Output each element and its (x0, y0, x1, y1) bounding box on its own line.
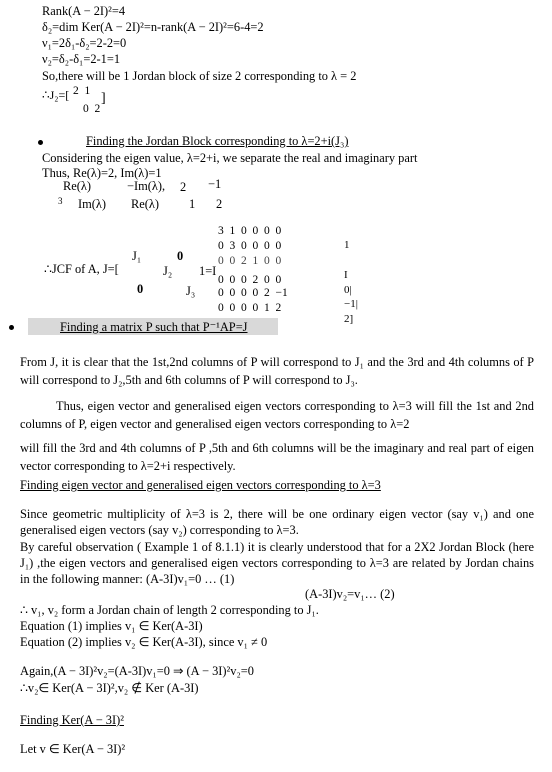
jcf-j1: J₁ (132, 249, 142, 263)
m-r2d: 2 (216, 197, 223, 211)
paragraph-observation: By careful observation ( Example 1 of 8.1.1) it is clearly understood that for a 2X2 Jordan Block (here J₁) ,the eigen vectors and generalised eigen vectors corresponding to λ=3 are related by Jordan chains in the following manner: (A-3I)v₁=0 … (1) (20, 540, 534, 587)
section-heading-j3: Finding the Jordan Block corresponding to λ=2+i(J₃) (86, 134, 349, 148)
ker-heading: Finding Ker(A − 3I)² (20, 713, 124, 727)
paragraph-columns: From J, it is clear that the 1st,2nd columns of P will correspond to J₁ and the 3rd and 4th columns of P will correspond to J₂,5th and 6th columns of P will correspond to J₃. (20, 355, 534, 387)
paragraph-eigen-fill: Thus, eigen vector and generalised eigen vectors corresponding to λ=3 will fill the 1st and 2nd columns of P, eigen vector and generalised eigen vectors corresponding to λ=2 (20, 399, 534, 431)
j2-row2: 0 2 (83, 103, 101, 115)
jcf-right-marks: 1 I 0| −1| 2] (344, 239, 358, 326)
therefore-line: ∴v₂∈ Ker(A − 3I)²,v₂ ∉ Ker (A-3I) (20, 681, 199, 695)
jcf-row-4: 0 0 0 2 0 0 (218, 274, 282, 286)
m-r2a: Im(λ) (78, 197, 107, 211)
jcf-row-5: 0 0 0 0 2 −1 (218, 287, 288, 299)
bullet (38, 140, 43, 145)
eigen-value-line: Considering the eigen value, λ=2+i, we separate the real and imaginary part (42, 151, 418, 165)
m-r1a: Re(λ) (63, 179, 92, 193)
equation-2-implies: Equation (2) implies v₂ ∈ Ker(A-3I), since v₁ ≠ 0 (20, 635, 268, 649)
bullet (9, 325, 14, 330)
m-r1b: −Im(λ), (127, 179, 166, 193)
nu1-line: ν₁=2δ₁-δ₂=2-2=0 (42, 36, 127, 50)
j2-row1: 2 1 (73, 85, 91, 97)
again-line: Again,(A − 3I)²v₂=(A-3I)v₁=0 ⇒ (A − 3I)²v₂=0 (20, 664, 254, 678)
m-r1c: 2 (180, 180, 187, 194)
jcf-row-6: 0 0 0 0 1 2 (218, 302, 282, 314)
paragraph-columns-2: will fill the 3rd and 4th columns of P ,5th and 6th columns will be the imaginary and real part of eigen vector corresponding to λ=2+i respectively. (20, 441, 534, 473)
jcf-row-3: 0 0 2 1 0 0 (218, 255, 282, 267)
jcf-j3: J₃ (186, 284, 196, 298)
paragraph-multiplicity: Since geometric multiplicity of λ=3 is 2, there will be one ordinary eigen vector (say v₁) and one generalised eigen vectors (say v₂) corresponding to λ=3. (20, 507, 534, 538)
equation-1-implies: Equation (1) implies v₁ ∈ Ker(A-3I) (20, 619, 203, 633)
rank-line: Rank(A − 2I)²=4 (42, 4, 126, 18)
nu2-line: ν₂=δ₂-δ₁=2-1=1 (42, 52, 121, 66)
m-r1d: −1 (208, 177, 222, 191)
m-r2c: 1 (189, 197, 196, 211)
equation-2: (A-3I)v₂=v₁… (2) (305, 587, 395, 601)
jordan-block-count-line: So,there will be 1 Jordan block of size 2 corresponding to λ = 2 (42, 69, 357, 83)
jordan-chain-line: ∴ v₁, v₂ form a Jordan chain of length 2 corresponding to J₁. (20, 603, 319, 617)
jcf-row-2: 0 3 0 0 0 0 (218, 240, 282, 252)
jcf-label: ∴JCF of A, J=[ (44, 262, 119, 276)
jcf-eq-i: 1=I (199, 264, 217, 278)
real-imag-line: Thus, Re(λ)=2, Im(λ)=1 (42, 166, 162, 180)
j2-prefix: ∴J₂=[ (42, 88, 70, 102)
section-heading-p: Finding a matrix P such that P⁻¹AP=J (60, 320, 248, 334)
j2-bracket: ] (101, 91, 106, 106)
subheading-lambda-3: Finding eigen vector and generalised eigen vectors corresponding to λ=3 (20, 478, 381, 492)
let-line: Let v ∈ Ker(A − 3I)² (20, 742, 126, 756)
m-r2b: Re(λ) (131, 197, 160, 211)
m-3: 3 (58, 196, 63, 206)
jcf-j2: J₂ (163, 264, 173, 278)
jcf-row-1: 3 1 0 0 0 0 (218, 225, 282, 237)
delta2-line: δ₂=dim Ker(A − 2I)²=n-rank(A − 2I)²=6-4=2 (42, 20, 264, 34)
jcf-zero-a: 0 (177, 249, 184, 263)
jcf-zero-b: 0 (137, 282, 144, 296)
